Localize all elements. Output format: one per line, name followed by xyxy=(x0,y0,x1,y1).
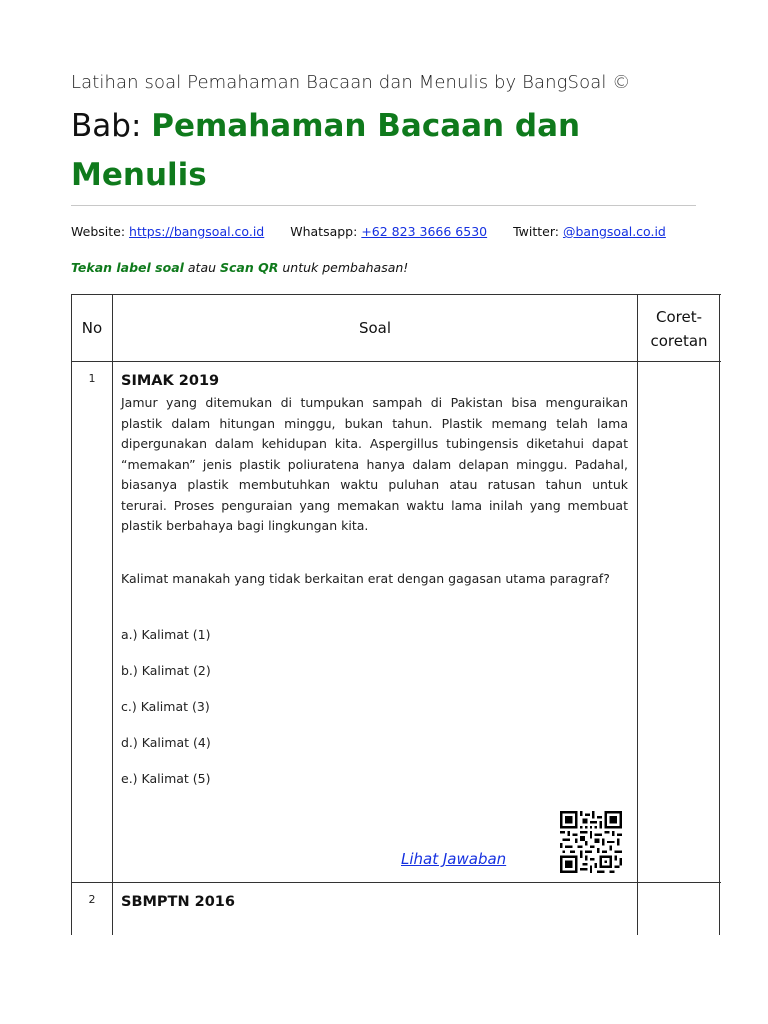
option-e: e.) Kalimat (5) xyxy=(121,771,211,786)
row-divider-1 xyxy=(72,882,721,883)
hint-scan-qr: Scan QR xyxy=(220,260,279,275)
option-b: b.) Kalimat (2) xyxy=(121,663,211,678)
contact-links xyxy=(71,224,688,239)
option-c: c.) Kalimat (3) xyxy=(121,699,210,714)
doc-subtitle: Latihan soal Pemahaman Bacaan dan Menulis by BangSoal © xyxy=(71,72,631,93)
column-header-soal: Soal xyxy=(358,319,392,337)
title-accent: Pemahaman Bacaan dan Menulis xyxy=(71,108,581,193)
hint-label-soal: Tekan label soal xyxy=(71,260,184,275)
column-header-no: No xyxy=(81,319,103,337)
question-source-label[interactable]: SIMAK 2019 xyxy=(121,373,220,389)
question-prompt: Kalimat manakah yang tidak berkaitan erat dengan gagasan utama paragraf? xyxy=(121,571,610,586)
twitter-link[interactable]: @bangsoal.co.id xyxy=(562,224,666,239)
website-link[interactable]: https://bangsoal.co.id xyxy=(129,224,265,239)
question-number: 2 xyxy=(88,893,96,906)
view-answer-link[interactable]: Lihat Jawaban xyxy=(401,850,507,868)
question-table xyxy=(71,294,721,935)
page-title xyxy=(71,102,671,200)
question-passage: Jamur yang ditemukan di tumpukan sampah di Pakistan bisa menguraikan plastik dalam hitungan minggu, bukan tahun. Plastik memang telah lama dipergunakan dalam kehidupan kita. Aspergillus tubingensis diketahui dapat “memakan” jenis plastik poliuratena hanya dalam delapan minggu. Padahal, biasanya plastik membutuhkan waktu puluhan atau ratusan tahun untuk terurai. Proses penguraian yang memakan waktu lama inilah yang membuat plastik berbahaya bagi lingkungan kita. xyxy=(121,395,628,533)
hint-suffix: untuk pembahasan! xyxy=(278,260,409,275)
divider xyxy=(71,205,696,206)
qr-code-icon[interactable] xyxy=(560,811,622,873)
twitter-label: Twitter: xyxy=(513,224,559,239)
website-label: Website: xyxy=(71,224,126,239)
col-divider-1 xyxy=(112,295,113,935)
option-a: a.) Kalimat (1) xyxy=(121,627,211,642)
col-divider-3 xyxy=(719,295,720,935)
whatsapp-link[interactable]: +62 823 3666 6530 xyxy=(361,224,488,239)
question-source-label[interactable]: SBMPTN 2016 xyxy=(121,894,235,910)
hint-text xyxy=(71,260,408,275)
col-divider-2 xyxy=(637,295,638,935)
question-number: 1 xyxy=(88,372,96,385)
whatsapp-label: Whatsapp: xyxy=(290,224,358,239)
hint-connector: atau xyxy=(183,260,221,275)
header-row-divider xyxy=(72,361,721,362)
title-prefix: Bab: xyxy=(71,108,152,144)
column-header-coret: Coret-coretan xyxy=(650,308,708,350)
option-d: d.) Kalimat (4) xyxy=(121,735,211,750)
